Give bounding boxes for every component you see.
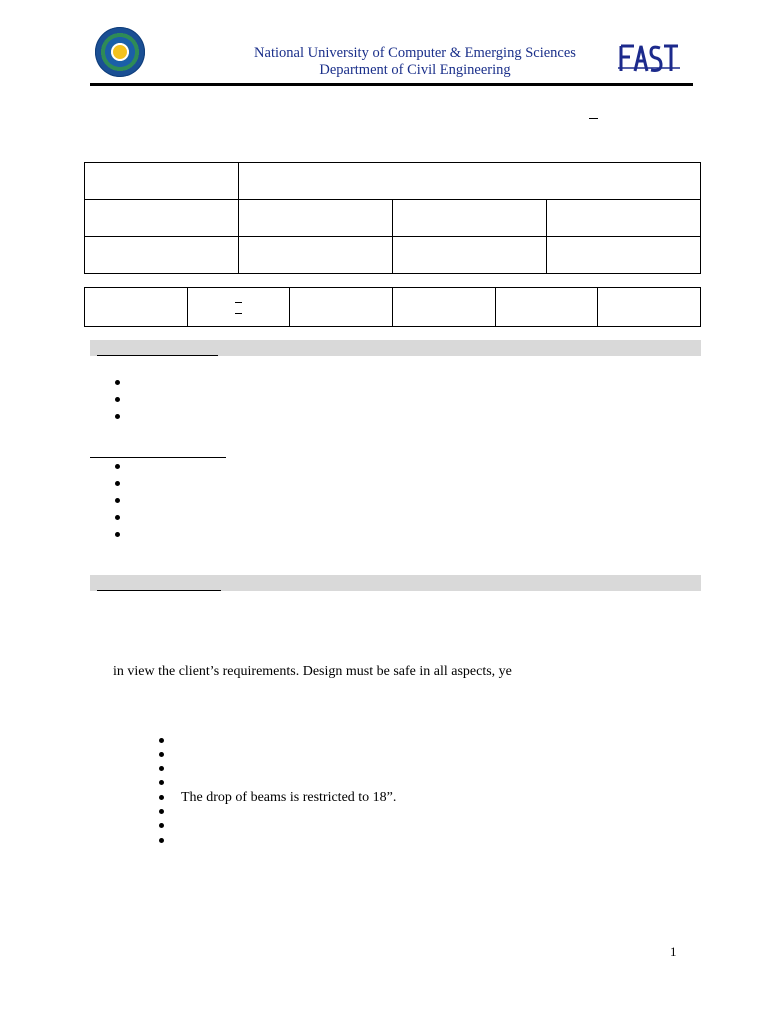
list-bullet <box>115 498 120 503</box>
table-row <box>85 288 701 327</box>
beam-drop-text: The drop of beams is restricted to 18”. <box>181 790 397 805</box>
list-bullet <box>159 752 164 757</box>
department-name: Department of Civil Engineering <box>319 62 511 78</box>
list-bullet <box>115 397 120 402</box>
list-bullet <box>159 838 164 843</box>
table-row <box>85 200 701 237</box>
requirements-text: in view the client’s requirements. Design must be safe in all aspects, ye <box>113 664 512 679</box>
list-bullet <box>159 738 164 743</box>
table-cell[interactable] <box>393 237 547 274</box>
list-bullet <box>115 380 120 385</box>
list-bullet <box>159 780 164 785</box>
table-row <box>85 163 701 200</box>
table-cell[interactable] <box>598 288 701 327</box>
table-cell[interactable] <box>495 288 598 327</box>
table-cell[interactable] <box>85 163 239 200</box>
table-cell[interactable] <box>392 288 495 327</box>
table-cell[interactable] <box>187 288 290 327</box>
table-cell[interactable] <box>393 200 547 237</box>
table-cell[interactable] <box>85 288 188 327</box>
page-number: 1 <box>670 944 677 959</box>
list-bullet <box>159 795 164 800</box>
section-heading-underline <box>97 355 218 356</box>
table-cell[interactable] <box>547 237 701 274</box>
marks-table <box>84 287 701 327</box>
info-table <box>84 162 701 274</box>
dash-mark <box>235 313 242 314</box>
table-cell[interactable] <box>85 200 239 237</box>
university-seal-icon <box>95 27 145 77</box>
list-bullet <box>115 414 120 419</box>
list-bullet <box>159 809 164 814</box>
university-name: National University of Computer & Emerging Sciences <box>254 45 576 61</box>
section-bar <box>90 575 701 591</box>
section-heading-underline <box>97 590 221 591</box>
dash-mark <box>235 302 242 303</box>
list-bullet <box>115 481 120 486</box>
table-cell[interactable] <box>85 237 239 274</box>
list-bullet <box>159 823 164 828</box>
header-divider <box>90 83 693 86</box>
table-cell[interactable] <box>290 288 393 327</box>
table-cell[interactable] <box>239 200 393 237</box>
section-heading-underline <box>90 457 226 458</box>
list-bullet <box>115 464 120 469</box>
table-cell[interactable] <box>239 237 393 274</box>
section-bar <box>90 340 701 356</box>
underscore-mark <box>589 118 598 119</box>
list-bullet <box>115 532 120 537</box>
table-row <box>85 237 701 274</box>
fast-logo-icon <box>618 42 680 74</box>
list-bullet <box>159 766 164 771</box>
table-cell[interactable] <box>239 163 701 200</box>
table-cell[interactable] <box>547 200 701 237</box>
list-bullet <box>115 515 120 520</box>
